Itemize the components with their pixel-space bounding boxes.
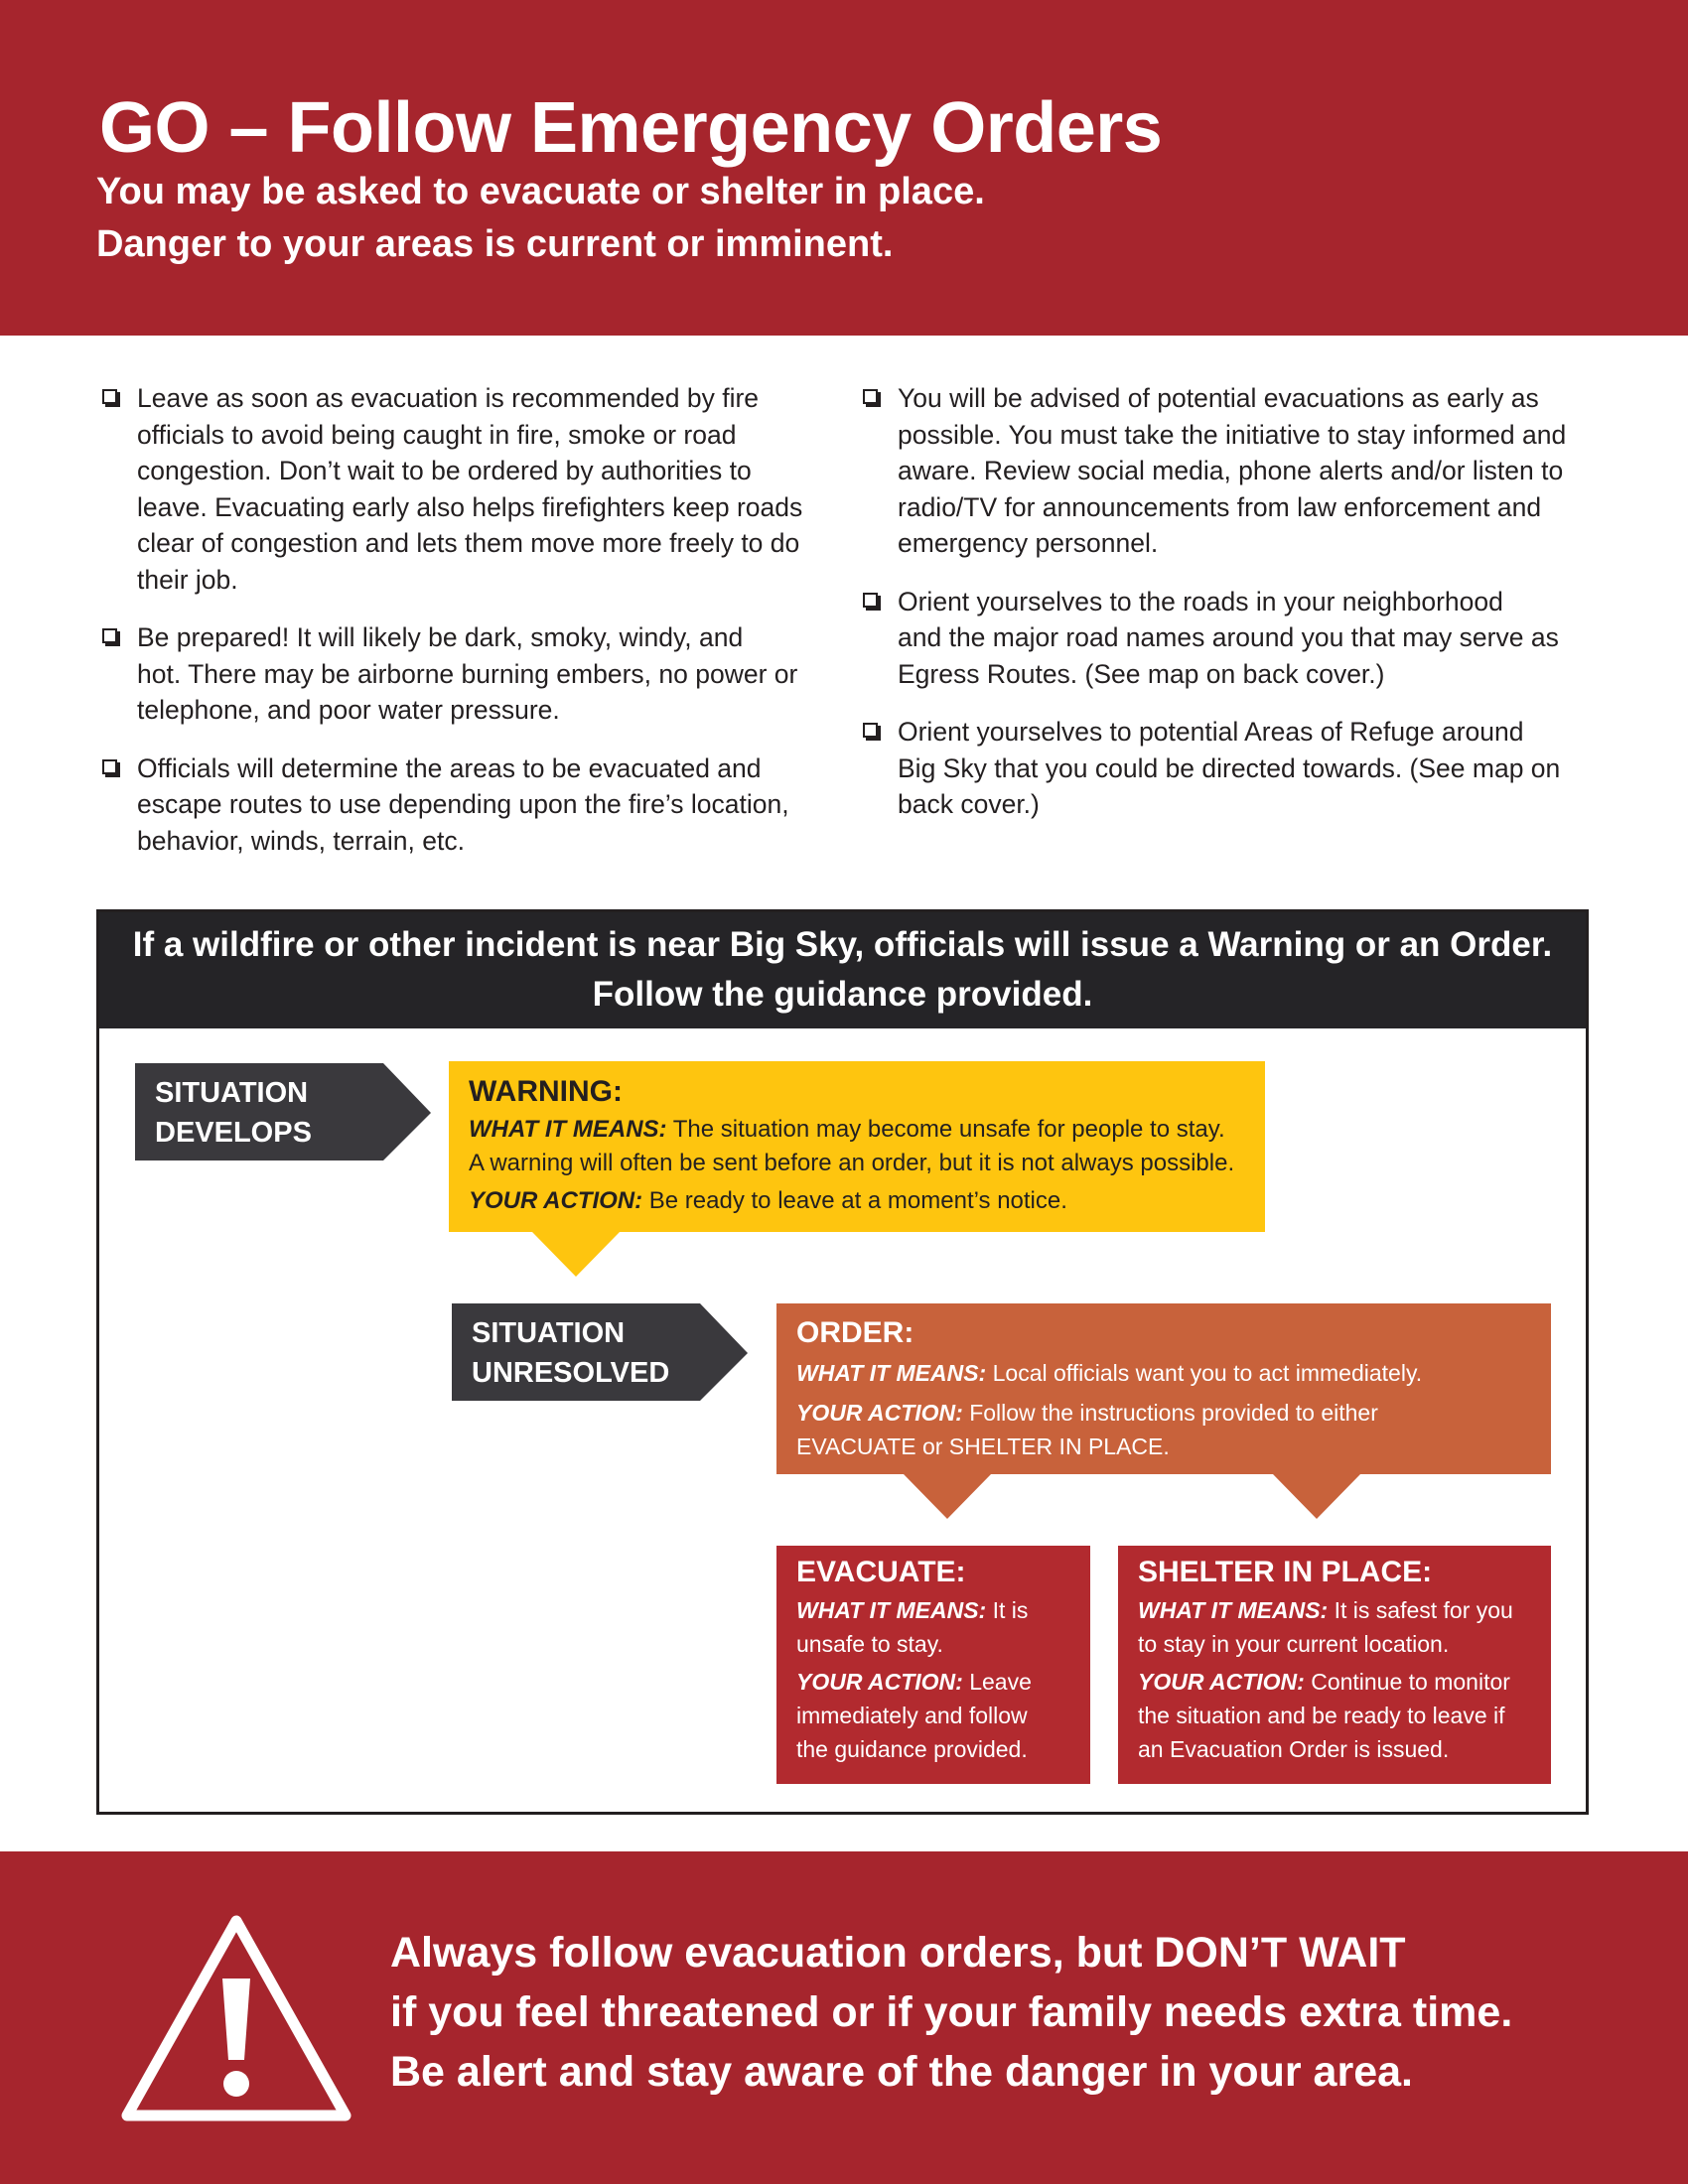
flow-banner [99,912,1586,1028]
footer-line-2: if you feel threatened or if your family needs extra time. [390,1988,1513,2036]
situation-unresolved-line-1: SITUATION [472,1317,626,1349]
situation-develops-label [135,1063,433,1162]
checklist-item-line: leave. Evacuating early also helps firefighters keep roads [137,491,803,522]
evacuate-card [796,1554,1084,1766]
checklist-item-line: their job. [137,564,238,595]
checklist-item [860,584,1595,693]
evacuate-action-text-2: immediately and follow [796,1703,1028,1728]
checklist-item-line: Orient yourselves to potential Areas of Refuge around [898,717,1524,747]
evacuate-title: EVACUATE: [796,1556,966,1588]
warning-triangle-icon [117,1911,355,2125]
checklist-item-line: officials to avoid being caught in fire, smoke or road [137,419,737,450]
shelter-means-label: WHAT IT MEANS: [1138,1597,1329,1623]
checklist-item-line: emergency personnel. [898,528,1159,558]
checklist-item-line: You will be advised of potential evacuations as early as [898,383,1539,413]
shelter-action-text: Continue to monitor [1304,1669,1510,1695]
situation-develops-line-2: DEVELOPS [155,1117,312,1149]
evacuate-action-text: Leave [962,1669,1032,1695]
checklist-item-line: escape routes to use depending upon the fire’s location, [137,789,789,819]
situation-develops-line-1: SITUATION [155,1077,309,1109]
checklist-item [99,619,814,729]
order-means-text: Local officials want you to act immediately. [986,1360,1423,1386]
banner-line-2: Follow the guidance provided. [592,975,1093,1014]
shelter-action-text-3: an Evacuation Order is issued. [1138,1736,1450,1762]
situation-unresolved-line-2: UNRESOLVED [472,1357,670,1389]
warning-means-text-2: A warning will often be sent before an order, but it is not always possible. [469,1150,1235,1176]
checklist-item [99,380,814,598]
warning-action-label: YOUR ACTION: [469,1187,643,1214]
shelter-action-text-2: the situation and be ready to leave if [1138,1703,1505,1728]
checklist-item-line: possible. You must take the initiative to stay informed and [898,419,1567,450]
evacuate-action-text-3: the guidance provided. [796,1736,1028,1762]
shelter-means-text-2: to stay in your current location. [1138,1631,1450,1657]
shelter-action-label: YOUR ACTION: [1138,1669,1305,1695]
checklist-item-line: radio/TV for announcements from law enforcement and [898,491,1542,522]
checklist-item-line: telephone, and poor water pressure. [137,695,560,725]
checklist-item-line: clear of congestion and lets them move more freely to do [137,528,800,558]
checklist-item-line: hot. There may be airborne burning embers, no power or [137,658,798,689]
header-band [0,0,1688,336]
subtitle-line-2: Danger to your areas is current or imminent. [96,223,894,265]
subtitle-line-1: You may be asked to evacuate or shelter in place. [96,171,985,212]
checklist-item-line: behavior, winds, terrain, etc. [137,825,465,856]
checklist-item [99,751,814,860]
footer-band [0,1851,1688,2184]
checklist-item-line: and the major road names around you that may serve as [898,622,1559,652]
evacuate-means-label: WHAT IT MEANS: [796,1597,987,1623]
checklist-item-line: Big Sky that you could be directed towards. (See map on [898,752,1561,783]
warning-card [469,1073,1253,1218]
footer-line-3: Be alert and stay aware of the danger in your area. [390,2048,1413,2096]
order-action-text-2: EVACUATE or SHELTER IN PLACE. [796,1433,1170,1459]
warning-means-label: WHAT IT MEANS: [469,1116,667,1143]
checklist-item-line: Be prepared! It will likely be dark, smoky, windy, and [137,622,744,652]
evacuate-means-text: It is [986,1597,1029,1623]
checklist-item-line: aware. Review social media, phone alerts and/or listen to [898,456,1564,485]
footer-message [390,1923,1512,2102]
checkbox-icon [102,389,117,404]
checklist-item-line: back cover.) [898,789,1040,819]
checklist-item-line: Officials will determine the areas to be evacuated and [137,752,762,783]
order-action-text: Follow the instructions provided to either [962,1400,1378,1426]
order-card [796,1314,1541,1463]
shelter-means-text: It is safest for you [1328,1597,1513,1623]
checkbox-icon [102,628,117,643]
checkbox-icon [102,759,117,774]
checklist-item-line: congestion. Don’t wait to be ordered by authorities to [137,456,752,485]
order-title: ORDER: [796,1316,914,1349]
banner-line-1: If a wildfire or other incident is near Big Sky, officials will issue a Warning or an Order. [132,925,1553,964]
checkbox-icon [863,723,878,738]
situation-unresolved-label [452,1303,750,1403]
shelter-title: SHELTER IN PLACE: [1138,1556,1433,1588]
checklist-item [860,380,1595,562]
warning-means-text: The situation may become unsafe for people to stay. [666,1116,1225,1143]
evacuate-action-label: YOUR ACTION: [796,1669,963,1695]
order-action-label: YOUR ACTION: [796,1400,963,1426]
shelter-card [1138,1554,1547,1766]
order-means-label: WHAT IT MEANS: [796,1360,987,1386]
right-checklist [860,380,1595,845]
page-title: GO – Follow Emergency Orders [99,88,1163,168]
warning-action-text: Be ready to leave at a moment’s notice. [642,1187,1067,1214]
evacuate-means-text-2: unsafe to stay. [796,1631,943,1657]
left-checklist [99,380,814,881]
checklist-item-line: Egress Routes. (See map on back cover.) [898,658,1385,689]
guidance-flow-frame [96,909,1589,1815]
warning-title: WARNING: [469,1075,623,1108]
checklist-item [860,714,1595,823]
checklist-item-line: Orient yourselves to the roads in your neighborhood [898,586,1503,616]
checkbox-icon [863,389,878,404]
checkbox-icon [863,593,878,608]
footer-line-1: Always follow evacuation orders, but DON’T WAIT [390,1929,1406,1977]
checklist-item-line: Leave as soon as evacuation is recommended by fire [137,383,760,413]
